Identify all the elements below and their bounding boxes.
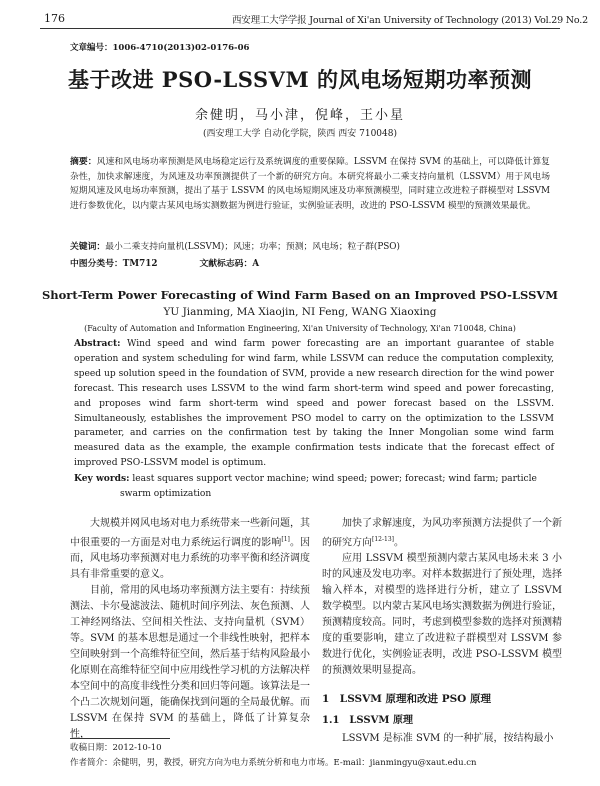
article-number: 文章编号：1006-4710(2013)02-0176-06 bbox=[70, 43, 250, 53]
abstract-chinese bbox=[70, 155, 550, 213]
document-code-label: 文献标志码： bbox=[199, 259, 253, 269]
keywords-english bbox=[74, 471, 554, 502]
body-paragraph: 大规模并网风电场对电力系统带来一些新问题，其中很重要的一方面是对电力系统运行调度的影响[1]。因而，风电场功率预测对电力系统的功率平衡和经济调度具有非常重要的意义。 bbox=[70, 518, 311, 581]
keywords-label-chinese: 关键词： bbox=[70, 242, 106, 252]
classification-line bbox=[70, 256, 550, 269]
footnote-received: 收稿日期：2012-10-10 bbox=[70, 743, 162, 753]
body-column-right bbox=[322, 516, 562, 747]
header-rule bbox=[40, 28, 560, 29]
body-paragraph: 应用 LSSVM 模型预测内蒙古某风电场未来 3 小时的风速及发电功率。对样本数据进行了预处理，选择输入样本，对模型的选择进行分析，建立了 LSSVM 数学模型。以内蒙古某风电场实测数据为例进行验证，预测精度较高。同时，考虑到模型参数的选择对预测精度的重要影响，建立了改进粒子群模型对 LSSVM 参数进行优化，实例验证表明，改进 PSO-LSSVM 模型的预测效果明显提高。 bbox=[322, 553, 562, 677]
journal-header: 西安理工大学学报 Journal of Xi'an University of Technology (2013) Vol.29 No.2 bbox=[232, 15, 588, 26]
keywords-text-english: least squares support vector machine; wind speed; power; forecast; wind farm; particle bbox=[132, 474, 537, 484]
abstract-text-english: Wind speed and wind farm power forecasting are an important guarantee of stable operation and system scheduling for wind farm, while LSSVM can reduce the computation complexity, speed up solution speed in the foundation of SVM, provide a new research direction for the wind power forecast. This research uses LSSVM to the wind farm short-term wind speed and power forecasting, and proposes wind farm short-term wind speed and power forecast based on the LSSVM. Simultaneously, establishes the improvement PSO model to carry on the optimization to the LSSVM parameter, and carries on the confirmation test by taking the Inner Mongolian some wind farm measured data as the example, the example confirmation tests indicate that the forecast effect of improved PSO-LSSVM model is optimum. bbox=[74, 339, 554, 469]
citation: [12-13] bbox=[372, 536, 394, 543]
affiliation-chinese: (西安理工大学 自动化学院，陕西 西安 710048) bbox=[203, 129, 397, 139]
subsection-heading: 1.1 LSSVM 原理 bbox=[322, 715, 413, 727]
body-paragraph: LSSVM 是标准 SVM 的一种扩展，按结构最小 bbox=[342, 733, 554, 745]
footnote-author: 作者简介：余健明，男，教授，研究方向为电力系统分析和电力市场。E-mail：jianmingyu@xaut.edu.cn bbox=[70, 758, 477, 768]
keywords-label-english: Key words: bbox=[74, 473, 130, 484]
footnote-rule bbox=[70, 738, 170, 739]
abstract-text-chinese: 风速和风电场功率预测是风电场稳定运行及系统调度的重要保障。LSSVM 在保持 SVM 的基础上，可以降低计算复杂性，加快求解速度，为风速及功率预测提供了一个新的研究方向。本研究将最小二乘支持向量机（LSSVM）用于风电场短期风速及风电场功率预测，提出了基于 LSSVM 的风电场短期风速及功率预测模型，同时建立改进粒子群模型对 LSSVM 进行参数优化，以内蒙古某风电场实测数据为例进行验证，实例验证表明，改进的 PSO-LSSVM 模型的预测效果最优。 bbox=[70, 157, 550, 211]
authors-chinese: 余健明，马小津，倪峰，王小星 bbox=[194, 108, 405, 123]
abstract-label-english: Abstract: bbox=[74, 338, 121, 349]
body-paragraph: 目前，常用的风电场功率预测方法主要有：持续预测法、卡尔曼滤波法、随机时间序列法、灰色预测、人工神经网络法、空间相关性法、支持向量机（SVM）等。SVM 的基本思想是通过一个非线性映射，把样本空间映射到一个高维特征空间，然后基于结构风险最小化原则在高维特征空间中应用线性学习机的方法解决样本空间中的高度非线性分类和回归等问题。该算法是一个凸二次规划问题，能确保找到问题的全局最优解。而 LSSVM 在保持 SVM 的基础上，降低了计算复杂性， bbox=[70, 585, 310, 741]
body-column-left bbox=[70, 516, 310, 743]
document-code-value: A bbox=[252, 259, 260, 269]
page-number: 176 bbox=[44, 12, 65, 25]
title-chinese: 基于改进 PSO-LSSVM 的风电场短期功率预测 bbox=[67, 67, 533, 92]
keywords-chinese bbox=[70, 240, 550, 254]
keywords-text-english-cont: swarm optimization bbox=[120, 489, 212, 499]
authors-english: YU Jianming, MA Xiaojin, NI Feng, WANG Xiaoxing bbox=[163, 306, 437, 318]
body-paragraph: 加快了求解速度，为风功率预测方法提供了一个新的研究方向[12-13]。 bbox=[322, 518, 562, 549]
affiliation-english: (Faculty of Automation and Information Engineering, Xi'an University of Technology, Xi'an 710048, China) bbox=[84, 324, 516, 333]
keywords-text-chinese: 最小二乘支持向量机(LSSVM)；风速；功率；预测；风电场；粒子群(PSO) bbox=[105, 242, 400, 252]
classification-value: TM712 bbox=[122, 259, 158, 269]
abstract-label-chinese: 摘要： bbox=[70, 157, 97, 167]
title-english: Short-Term Power Forecasting of Wind Farm Based on an Improved PSO-LSSVM bbox=[41, 288, 559, 302]
section-heading: 1 LSSVM 原理和改进 PSO 原理 bbox=[322, 693, 491, 706]
classification-label: 中图分类号： bbox=[70, 259, 123, 269]
abstract-english bbox=[74, 337, 554, 471]
citation: [1] bbox=[281, 536, 290, 543]
